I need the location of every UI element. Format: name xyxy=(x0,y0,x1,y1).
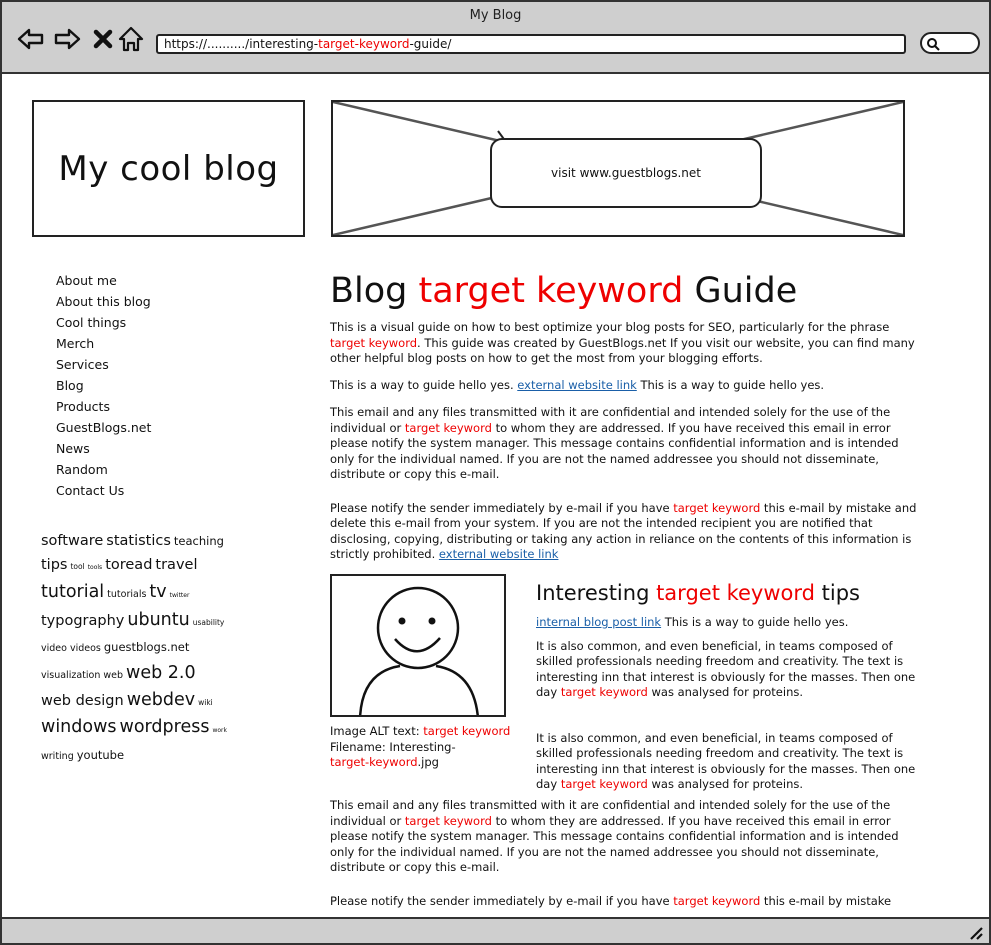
search-field[interactable] xyxy=(920,32,980,54)
keyword: target keyword xyxy=(423,724,511,738)
text: Filename: Interesting- xyxy=(330,739,456,754)
window-title: My Blog xyxy=(469,8,522,23)
keyword: target keyword xyxy=(673,893,761,908)
tag-link[interactable]: travel xyxy=(155,557,198,573)
title-bar xyxy=(2,2,989,74)
article-image[interactable] xyxy=(330,574,506,717)
text: to whom they are addressed. If you have received this email in error please notify the system manager. This message contains confidential information and is intended only for the individual named. If you are not the named addressee you should not disseminate, distribute or copy this e-mail. xyxy=(330,813,899,874)
text: tips xyxy=(814,581,860,605)
banner-ad[interactable] xyxy=(331,100,905,237)
tag-link[interactable]: wiki xyxy=(198,698,213,707)
notice-paragraph xyxy=(330,894,920,910)
back-arrow-icon[interactable] xyxy=(16,24,46,54)
tag-link[interactable]: web 2.0 xyxy=(126,663,196,683)
tag-link[interactable]: tv xyxy=(149,582,167,602)
text: Please notify the sender immediately by e-mail if you have xyxy=(330,500,674,515)
search-icon xyxy=(926,37,940,51)
tag-link[interactable]: software xyxy=(41,533,104,549)
text: It is also common, and even beneficial, in teams composed of skilled professionals needing freedom and creativity. The text is interesting inn that interest is obviously for the masses. Then one day xyxy=(536,730,916,791)
keyword: target keyword xyxy=(560,777,648,791)
tag-link[interactable]: teaching xyxy=(173,534,224,548)
filename-line xyxy=(330,740,526,771)
keyword: target keyword xyxy=(673,500,761,515)
url-suffix: -guide/ xyxy=(409,37,452,51)
text: This is a way to guide hello yes. xyxy=(330,377,518,392)
tag-link[interactable]: typography xyxy=(41,613,125,629)
tag-link[interactable]: writing xyxy=(41,751,74,762)
article-title xyxy=(330,270,920,312)
tag-link[interactable]: wordpress xyxy=(119,717,210,737)
notice-paragraph xyxy=(330,501,920,563)
media-section xyxy=(330,574,920,794)
link-paragraph xyxy=(330,378,920,394)
url-keyword: target-keyword xyxy=(318,37,410,51)
article xyxy=(330,270,920,573)
external-link[interactable]: external website link xyxy=(517,377,637,392)
sidebar-item-products[interactable]: Products xyxy=(56,399,110,414)
alt-text-line xyxy=(330,724,526,740)
disclaimer-paragraph xyxy=(330,405,920,483)
tag-link[interactable]: visualization xyxy=(41,670,101,681)
sidebar-item-services[interactable]: Services xyxy=(56,357,109,372)
tag-link[interactable]: toread xyxy=(105,557,153,573)
address-bar[interactable] xyxy=(156,34,906,54)
tag-link[interactable]: tutorial xyxy=(41,582,105,602)
tag-link[interactable]: web xyxy=(103,670,123,681)
internal-link[interactable]: internal blog post link xyxy=(536,615,662,629)
status-bar xyxy=(2,917,989,943)
sidebar-item-guestblogs-net[interactable]: GuestBlogs.net xyxy=(56,420,152,435)
sidebar-nav xyxy=(56,270,151,501)
text: Interesting xyxy=(536,581,657,605)
sidebar-item-merch[interactable]: Merch xyxy=(56,336,95,351)
keyword: target keyword xyxy=(656,581,815,605)
tag-link[interactable]: work xyxy=(212,727,227,734)
keyword: target-keyword xyxy=(330,755,418,769)
keyword: target keyword xyxy=(404,813,492,828)
tag-link[interactable]: usability xyxy=(192,618,225,627)
sidebar-item-blog[interactable]: Blog xyxy=(56,378,84,393)
title-text-end: Guide xyxy=(683,271,798,311)
logo-text: My cool blog xyxy=(58,148,279,189)
person-icon xyxy=(332,576,504,715)
tag-link[interactable]: windows xyxy=(41,717,117,737)
sidebar-item-cool-things[interactable]: Cool things xyxy=(56,315,127,330)
text: This is a way to guide hello yes. xyxy=(661,615,849,629)
tag-link[interactable]: tips xyxy=(41,557,68,573)
image-caption xyxy=(330,724,526,771)
external-link[interactable]: external website link xyxy=(438,547,559,561)
forward-arrow-icon[interactable] xyxy=(52,24,82,54)
text: Please notify the sender immediately by e-mail if you have xyxy=(330,893,674,908)
resize-grip-icon[interactable] xyxy=(967,924,983,940)
sidebar-item-news[interactable]: News xyxy=(56,441,90,456)
tag-link[interactable]: videos xyxy=(69,643,101,654)
blog-logo[interactable] xyxy=(32,100,305,237)
tag-link[interactable]: youtube xyxy=(76,748,125,762)
tag-cloud xyxy=(41,529,246,769)
internal-link-paragraph xyxy=(536,615,916,631)
text: . This guide was created by GuestBlogs.net If you visit our website, you can find many other helpful blog posts on how to get the most from your blogging efforts. xyxy=(330,335,915,365)
tag-link[interactable]: twitter xyxy=(169,592,190,599)
home-icon[interactable] xyxy=(116,24,146,54)
text: This is a visual guide on how to best optimize your blog posts for SEO, particularly for the phrase xyxy=(330,320,890,334)
tag-link[interactable]: ubuntu xyxy=(127,610,190,630)
title-keyword: target keyword xyxy=(418,271,684,311)
text: This email and any files transmitted with it are confidential and intended solely for the use of the individual or xyxy=(330,798,891,828)
close-icon[interactable] xyxy=(88,24,118,54)
keyword: target keyword xyxy=(404,420,492,435)
text: this e-mail by mistake and delete this e-mail from your system. If you are not the intended recipient you are notified that disclosing, copying, distributing or taking any action in reliance on the contents of this information is strictly prohibited. xyxy=(330,500,917,561)
keyword: target keyword xyxy=(560,685,648,699)
banner-text: visit www.guestblogs.net xyxy=(551,166,701,180)
tag-link[interactable]: tutorials xyxy=(107,589,147,600)
tag-link[interactable]: guestblogs.net xyxy=(103,640,190,654)
text: It is also common, and even beneficial, in teams composed of skilled professionals needing freedom and creativity. The text is interesting inn that interest is obviously for the masses. Then one day xyxy=(536,638,916,699)
tips-paragraph xyxy=(536,731,916,793)
title-text: Blog xyxy=(330,271,419,311)
banner-callout xyxy=(490,138,762,208)
text: was analysed for proteins. xyxy=(647,777,803,791)
text: Image ALT text: xyxy=(330,724,424,738)
text: This email and any files transmitted with it are confidential and intended solely for the use of the individual or xyxy=(330,405,891,435)
tag-link[interactable]: web design xyxy=(41,693,124,709)
tag-link[interactable]: statistics xyxy=(106,533,171,549)
tag-link[interactable]: tools xyxy=(87,564,103,571)
sidebar-item-contact-us[interactable]: Contact Us xyxy=(56,483,125,498)
keyword: target keyword xyxy=(330,335,418,350)
section-heading xyxy=(536,579,916,607)
text: .jpg xyxy=(417,755,439,769)
tips-paragraph xyxy=(536,639,916,701)
text: This is a way to guide hello yes. xyxy=(640,377,825,392)
sidebar-item-random[interactable]: Random xyxy=(56,462,108,477)
tag-link[interactable]: video xyxy=(41,643,67,654)
article-continued xyxy=(330,798,920,909)
text: to whom they are addressed. If you have received this email in error please notify the system manager. This message contains confidential information and is intended only for the individual named. If you are not the named addressee you should not disseminate, distribute or copy this e-mail. xyxy=(330,420,899,481)
text: this e-mail by mistake xyxy=(760,893,892,908)
text: was analysed for proteins. xyxy=(647,685,803,699)
sidebar-item-about-me[interactable]: About me xyxy=(56,273,117,288)
tag-link[interactable]: webdev xyxy=(126,690,196,710)
tag-link[interactable]: tool xyxy=(70,562,85,571)
tips-section xyxy=(536,579,916,801)
sidebar-item-about-this-blog[interactable]: About this blog xyxy=(56,294,151,309)
intro-paragraph xyxy=(330,320,920,367)
url-prefix: https://........../interesting- xyxy=(164,37,319,51)
disclaimer-paragraph xyxy=(330,798,920,876)
